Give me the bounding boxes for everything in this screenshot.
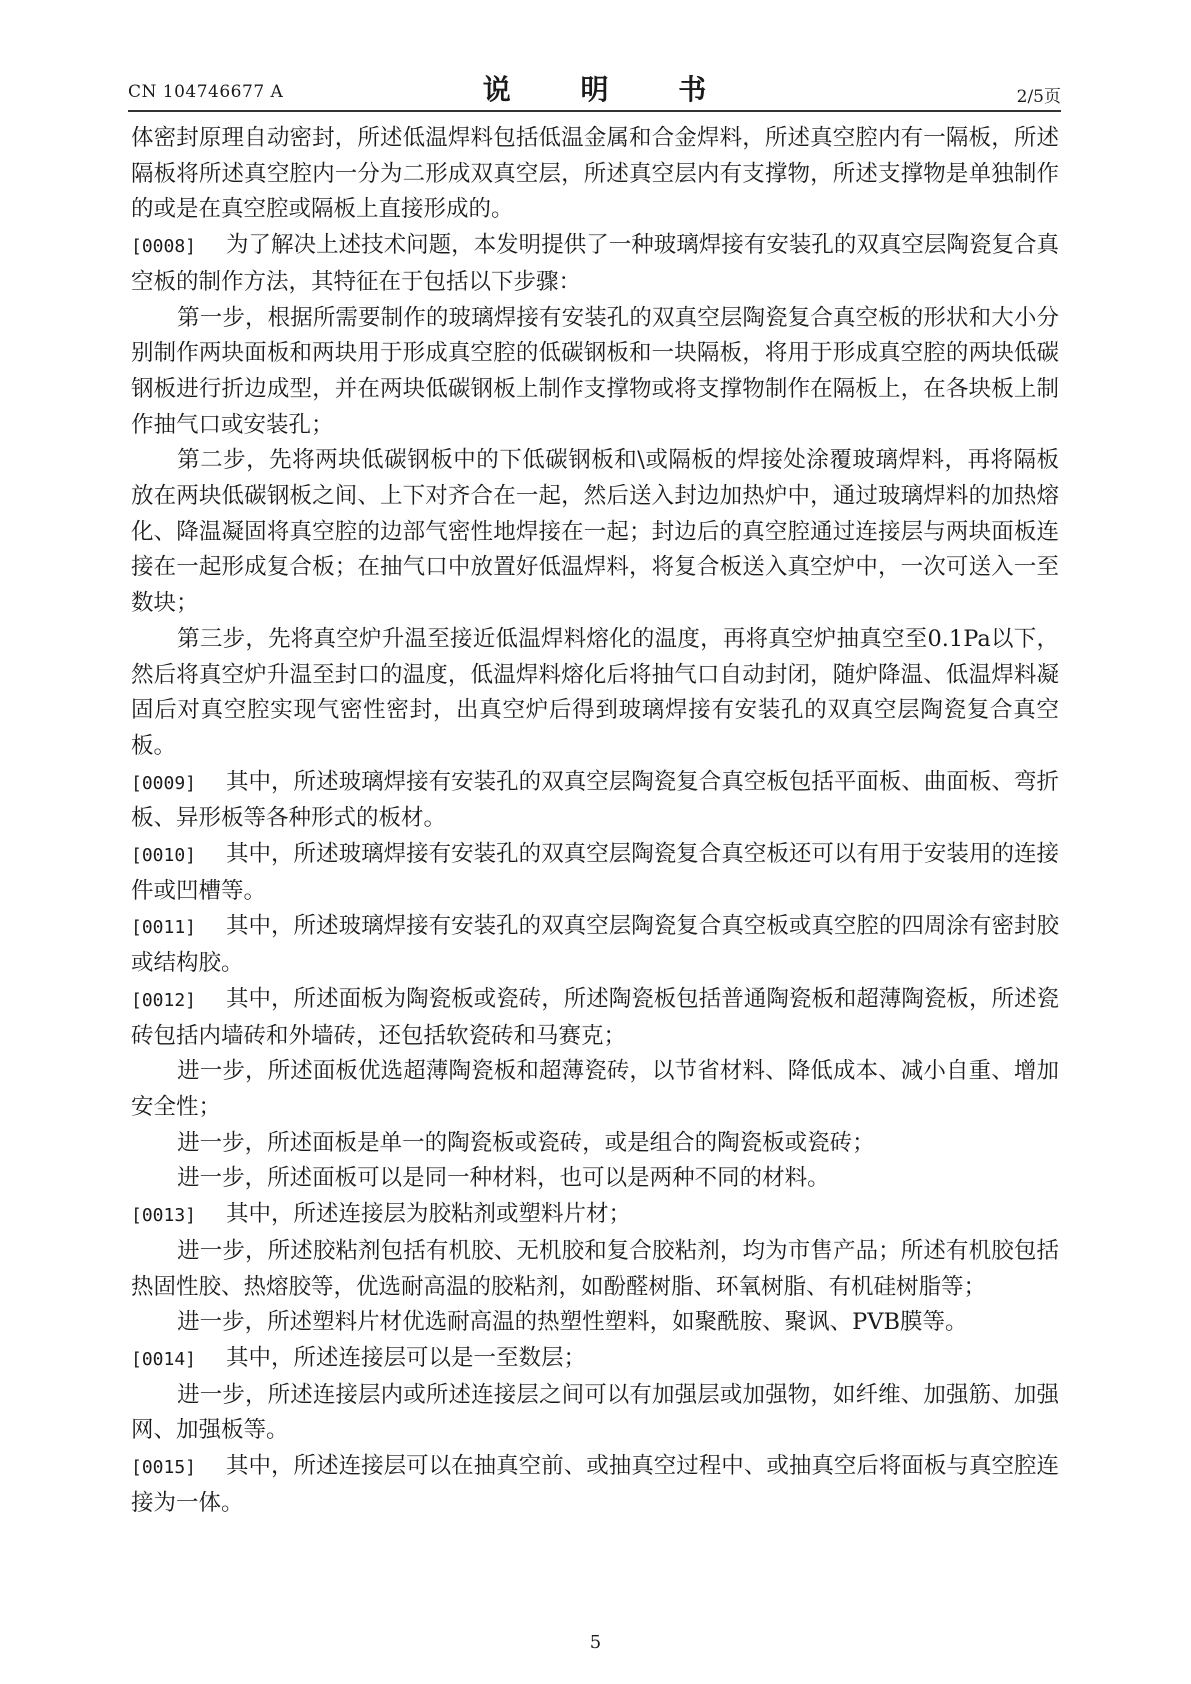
paragraph-text: 为了解决上述技术问题，本发明提供了一种玻璃焊接有安装孔的双真空层陶瓷复合真空板的制作方法，其特征在于包括以下步骤： bbox=[131, 232, 1059, 295]
paragraph-text: 第一步，根据所需要制作的玻璃焊接有安装孔的双真空层陶瓷复合真空板的形状和大小分别制作两块面板和两块用于形成真空腔的低碳钢板和一块隔板，将用于形成真空腔的两块低碳钢板进行折边成型，并在两块低碳钢板上制作支撑物或将支撑物制作在隔板上，在各块板上制作抽气口或安装孔； bbox=[131, 304, 1059, 438]
paragraph bbox=[131, 1234, 1059, 1305]
paragraph-text: 进一步，所述塑料片材优选耐高温的热塑性塑料，如聚酰胺、聚讽、PVB膜等。 bbox=[177, 1309, 968, 1336]
document-body bbox=[131, 121, 1059, 1521]
paragraph bbox=[131, 1161, 1059, 1197]
paragraph-text: 进一步，所述胶粘剂包括有机胶、无机胶和复合胶粘剂，均为市售产品；所述有机胶包括热固性胶、热熔胶等，优选耐高温的胶粘剂，如酚醛树脂、环氧树脂、有机硅树脂等； bbox=[131, 1237, 1059, 1300]
paragraph-text: 进一步，所述面板可以是同一种材料，也可以是两种不同的材料。 bbox=[177, 1165, 830, 1192]
paragraph-text: 其中，所述玻璃焊接有安装孔的双真空层陶瓷复合真空板包括平面板、曲面板、弯折板、异形板等各种形式的板材。 bbox=[131, 768, 1059, 832]
paragraph-number: [0011] bbox=[131, 917, 197, 939]
paragraph-number: [0014] bbox=[131, 1348, 197, 1370]
paragraph-number: [0008] bbox=[131, 236, 197, 258]
page-header bbox=[128, 68, 1061, 108]
paragraph-text: 其中，所述玻璃焊接有安装孔的双真空层陶瓷复合真空板或真空腔的四周涂有密封胶或结构胶。 bbox=[131, 913, 1059, 977]
paragraph-text: 进一步，所述面板是单一的陶瓷板或瓷砖，或是组合的陶瓷板或瓷砖； bbox=[177, 1129, 875, 1156]
document-title: 说 明 书 bbox=[482, 73, 737, 106]
paragraph bbox=[131, 909, 1059, 981]
paragraph bbox=[131, 837, 1059, 909]
paragraph bbox=[131, 228, 1059, 300]
paragraph bbox=[131, 443, 1059, 622]
paragraph bbox=[131, 1054, 1059, 1125]
paragraph-text: 其中，所述连接层可以在抽真空前、或抽真空过程中、或抽真空后将面板与真空腔连接为一体。 bbox=[131, 1453, 1059, 1516]
paragraph-text: 体密封原理自动密封，所述低温焊料包括低温金属和合金焊料，所述真空腔内有一隔板，所述隔板将所述真空腔内一分为二形成双真空层，所述真空层内有支撑物，所述支撑物是单独制作的或是在真空腔或隔板上直接形成的。 bbox=[131, 125, 1059, 223]
document-number: CN 104746677 A bbox=[128, 82, 284, 102]
paragraph bbox=[131, 1341, 1059, 1378]
paragraph bbox=[131, 1449, 1059, 1521]
paragraph-text: 其中，所述面板为陶瓷板或瓷砖，所述陶瓷板包括普通陶瓷板和超薄陶瓷板，所述瓷砖包括内墙砖和外墙砖，还包括软瓷砖和马赛克； bbox=[131, 985, 1059, 1049]
paragraph bbox=[131, 622, 1059, 765]
paragraph bbox=[131, 982, 1059, 1054]
paragraph-text: 进一步，所述连接层内或所述连接层之间可以有加强层或加强物，如纤维、加强筋、加强网、加强板等。 bbox=[131, 1381, 1059, 1444]
paragraph-number: [0012] bbox=[131, 989, 197, 1011]
paragraph-text: 进一步，所述面板优选超薄陶瓷板和超薄瓷砖，以节省材料、降低成本、减小自重、增加安全性； bbox=[131, 1058, 1059, 1120]
paragraph-text: 其中，所述玻璃焊接有安装孔的双真空层陶瓷复合真空板还可以有用于安装用的连接件或凹槽等。 bbox=[131, 841, 1059, 904]
paragraph-text: 其中，所述连接层为胶粘剂或塑料片材； bbox=[226, 1201, 632, 1228]
paragraph-text: 第二步，先将两块低碳钢板中的下低碳钢板和\或隔板的焊接处涂覆玻璃焊料，再将隔板放在两块低碳钢板之间、上下对齐合在一起，然后送入封边加热炉中，通过玻璃焊料的加热熔化、降温凝固将真空腔的边部气密性地焊接在一起；封边后的真空腔通过连接层与两块面板连接在一起形成复合板；在抽气口中放置好低温焊料，将复合板送入真空炉中，一次可送入一至数块； bbox=[131, 447, 1059, 617]
page-number: 5 bbox=[589, 1632, 602, 1653]
paragraph bbox=[131, 765, 1059, 837]
paragraph bbox=[131, 121, 1059, 228]
paragraph bbox=[131, 1305, 1059, 1341]
paragraph bbox=[131, 1126, 1059, 1162]
paragraph bbox=[131, 1197, 1059, 1234]
paragraph bbox=[131, 301, 1059, 444]
paragraph bbox=[131, 1378, 1059, 1449]
paragraph-number: [0010] bbox=[131, 845, 197, 867]
header-rule bbox=[128, 110, 1061, 112]
paragraph-text: 第三步，先将真空炉升温至接近低温焊料熔化的温度，再将真空炉抽真空至0.1Pa以下，然后将真空炉升温至封口的温度，低温焊料熔化后将抽气口自动封闭，随炉降温、低温焊料凝固后对真空腔实现气密性密封，出真空炉后得到玻璃焊接有安装孔的双真空层陶瓷复合真空板。 bbox=[131, 625, 1059, 759]
page-count: 2/5页 bbox=[1016, 87, 1061, 107]
paragraph-number: [0015] bbox=[131, 1457, 197, 1479]
paragraph-number: [0009] bbox=[131, 772, 197, 794]
paragraph-number: [0013] bbox=[131, 1205, 197, 1227]
paragraph-text: 其中，所述连接层可以是一至数层； bbox=[226, 1344, 587, 1371]
